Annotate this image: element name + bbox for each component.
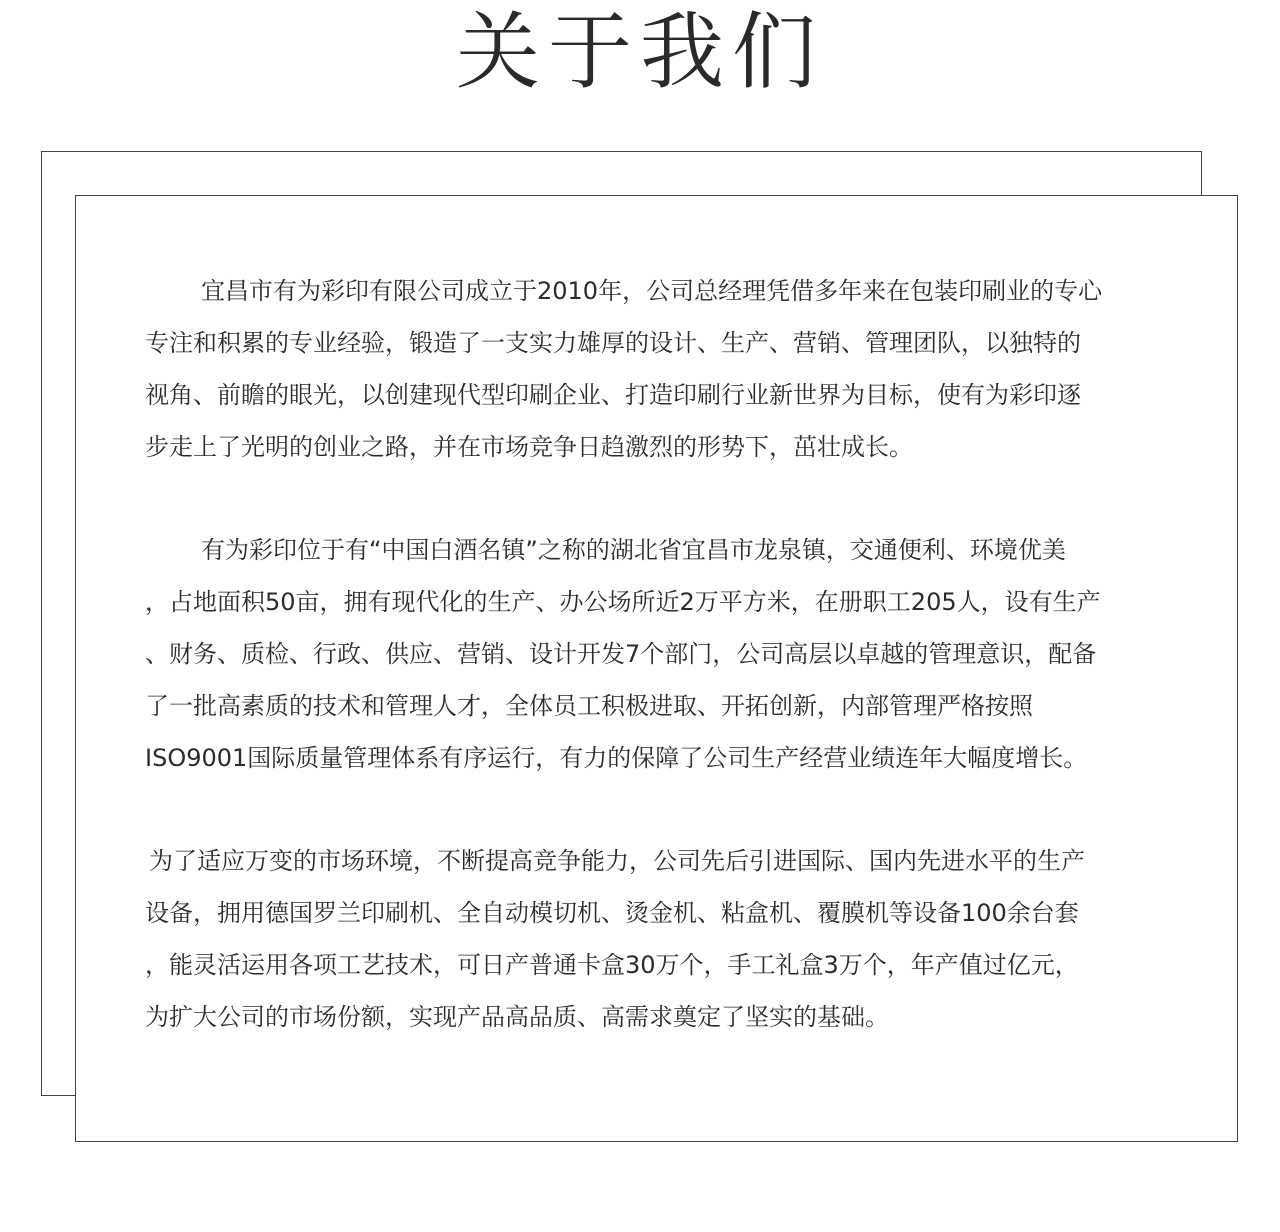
paragraph-line: 设备，拥用德国罗兰印刷机、全自动模切机、烫金机、粘盒机、覆膜机等设备100余台套	[145, 899, 1079, 927]
paragraph-line: ，能灵活运用各项工艺技术，可日产普通卡盒30万个，手工礼盒3万个，年产值过亿元，	[145, 951, 1079, 979]
paragraph-company-founding	[145, 265, 1205, 473]
paragraph-line: 了一批高素质的技术和管理人才，全体员工积极进取、开拓创新，内部管理严格按照	[145, 692, 1033, 720]
paragraph-line: 步走上了光明的创业之路，并在市场竞争日趋激烈的形势下，茁壮成长。	[145, 433, 913, 461]
paragraph-line: 为了适应万变的市场环境，不断提高竞争能力，公司先后引进国际、国内先进水平的生产	[149, 847, 1085, 875]
paragraph-line: 视角、前瞻的眼光，以创建现代型印刷企业、打造印刷行业新世界为目标，使有为彩印逐	[145, 381, 1081, 409]
paragraph-line: ISO9001国际质量管理体系有序运行，有力的保障了公司生产经营业绩连年大幅度增长。	[145, 744, 1088, 772]
paragraph-line: 有为彩印位于有“中国白酒名镇”之称的湖北省宜昌市龙泉镇，交通便利、环境优美	[201, 536, 1066, 564]
paragraph-line: 为扩大公司的市场份额，实现产品高品质、高需求奠定了坚实的基础。	[145, 1003, 889, 1031]
paragraph-line: 、财务、质检、行政、供应、营销、设计开发7个部门，公司高层以卓越的管理意识，配备	[145, 640, 1097, 668]
paragraph-company-equipment	[145, 835, 1205, 1043]
paragraph-line: ，占地面积50亩，拥有现代化的生产、办公场所近2万平方米，在册职工205人，设有生产	[145, 588, 1101, 616]
page-title: 关于我们	[455, 3, 824, 101]
paragraph-company-location	[145, 524, 1205, 784]
paragraph-line: 宜昌市有为彩印有限公司成立于2010年，公司总经理凭借多年来在包装印刷业的专心	[201, 277, 1103, 305]
paragraph-line: 专注和积累的专业经验，锻造了一支实力雄厚的设计、生产、营销、管理团队，以独特的	[145, 329, 1081, 357]
content-frame	[75, 195, 1238, 1142]
